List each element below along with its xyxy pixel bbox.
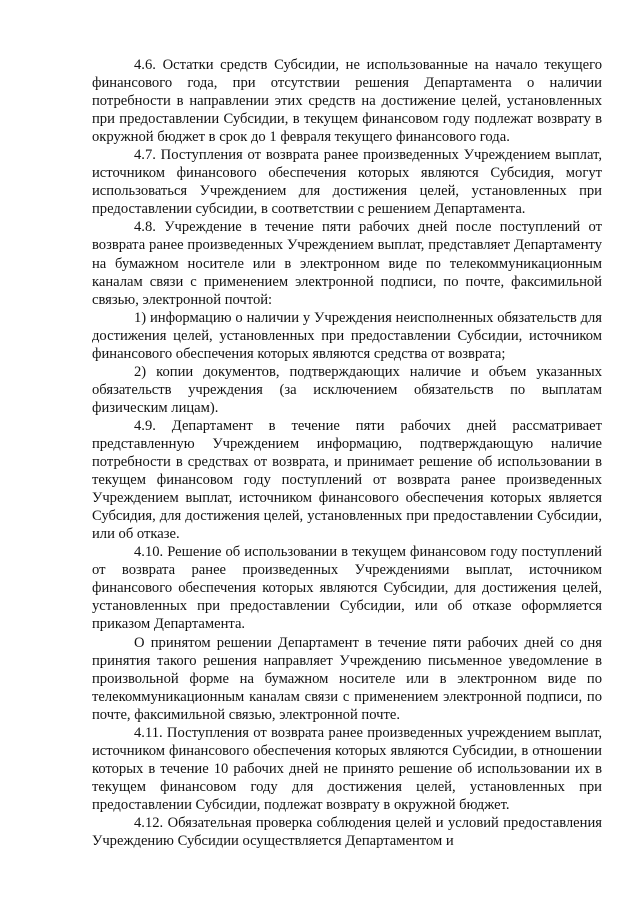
paragraph-4-8: 4.8. Учреждение в течение пяти рабочих дней после поступлений от возврата ранее произведенных Учреждением выплат, представляет Департаменту на бумажном носителе или в электронном виде по телекоммуникационным каналам связи с применением электронной подписи, по почте, факсимильной связью, электронной почтой: bbox=[92, 219, 602, 308]
paragraph-4-9: 4.9. Департамент в течение пяти рабочих дней рассматривает представленную Учреждением информацию, подтверждающую наличие потребности в средствах от возврата, и принимает решение об использовании в текущем финансовом году поступлений от возврата ранее произведенных Учреждением выплат, источником финансового обеспечения которых является Субсидия, для достижения целей, установленных при предоставлении Субсидии, или об отказе. bbox=[92, 417, 602, 543]
paragraph-4-8-item-2: 2) копии документов, подтверждающих наличие и объем указанных обязательств учреждения (за исключением обязательств по выплатам физическим лицам). bbox=[92, 363, 602, 416]
paragraph-4-11: 4.11. Поступления от возврата ранее произведенных учреждением выплат, источником финансового обеспечения которых являются Субсидии, в отношении которых в течение 10 рабочих дней не принято решение об использовании их в текущем финансовом году для достижения целей, установленных при предоставлении Субсидии, подлежат возврату в окружной бюджет. bbox=[92, 724, 602, 813]
paragraph-4-7: 4.7. Поступления от возврата ранее произведенных Учреждением выплат, источником финансового обеспечения которых являются Субсидия, могут использоваться Учреждением для достижения целей, установленных при предоставлении субсидии, в соответствии с решением Департамента. bbox=[92, 147, 602, 218]
paragraph-4-8-item-1: 1) информацию о наличии у Учреждения неисполненных обязательств для достижения целей, установленных при предоставлении Субсидии, источником финансового обеспечения которых являются средства от возврата; bbox=[92, 309, 602, 362]
paragraph-4-12: 4.12. Обязательная проверка соблюдения целей и условий предоставления Учреждению Субсидии осуществляется Департаментом и bbox=[92, 814, 602, 850]
paragraph-4-6: 4.6. Остатки средств Субсидии, не использованные на начало текущего финансового года, при отсутствии решения Департамента о наличии потребности в направлении этих средств на достижение целей, установленных при предоставлении Субсидии, в текущем финансовом году подлежат возврату в окружной бюджет в срок до 1 февраля текущего финансового года. bbox=[92, 57, 602, 146]
paragraph-4-10-notice: О принятом решении Департамент в течение пяти рабочих дней со дня принятия такого решения направляет Учреждению письменное уведомление в произвольной форме на бумажном носителе или в электронном виде по телекоммуникационным каналам связи с применением электронной подписи, по почте, факсимильной связью, электронной почте. bbox=[92, 634, 602, 723]
paragraph-4-10: 4.10. Решение об использовании в текущем финансовом году поступлений от возврата ранее произведенных Учреждениями выплат, источником финансового обеспечения которых являются Субсидии, для достижения целей, установленных при предоставлении Субсидии, или об отказе оформляется приказом Департамента. bbox=[92, 544, 602, 633]
